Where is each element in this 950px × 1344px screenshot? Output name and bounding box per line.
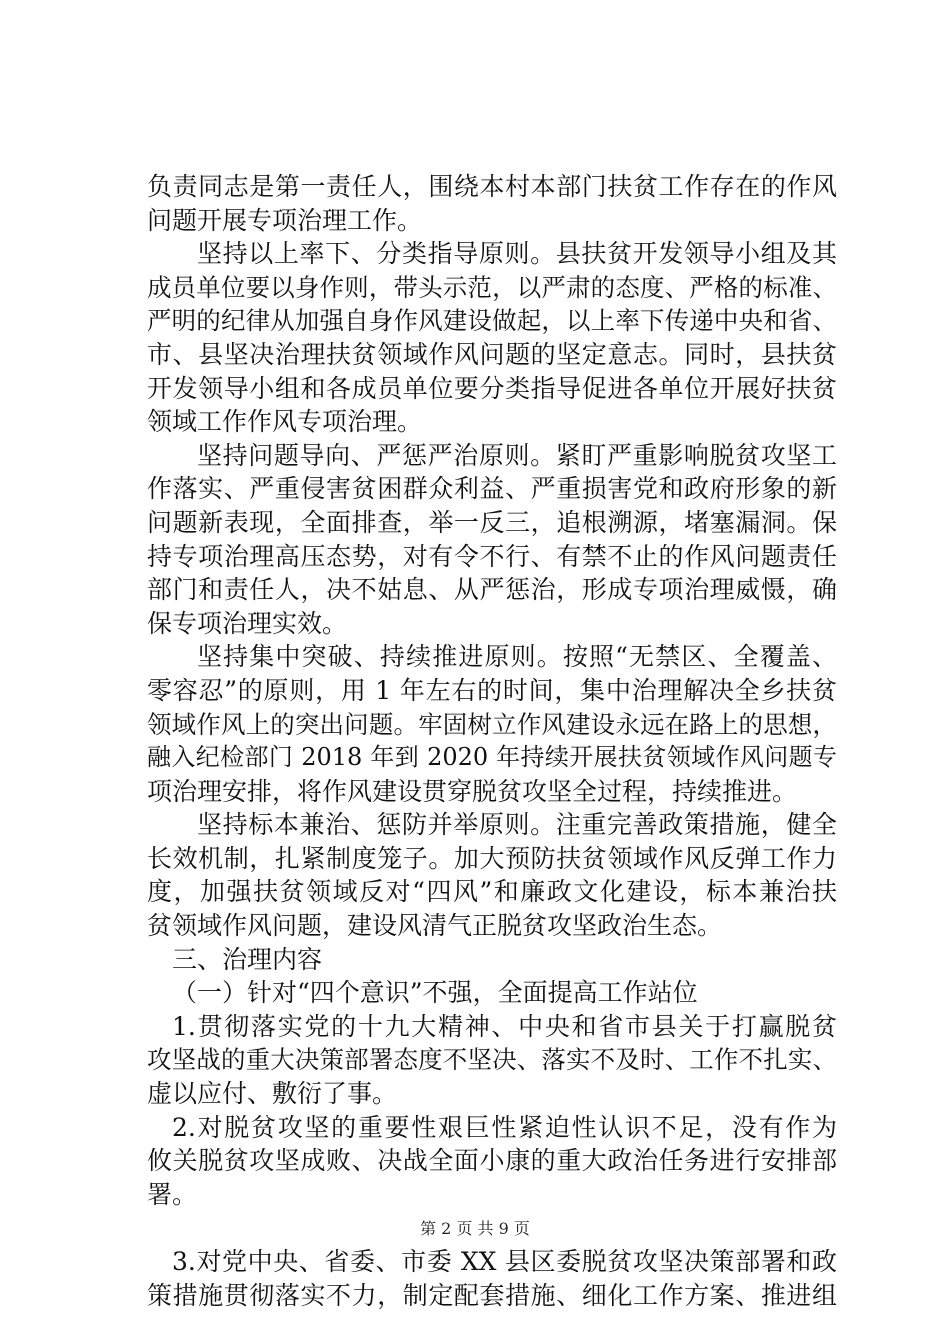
text-line: 1.贯彻落实党的十九大精神、中央和省市县关于打赢脱贫 — [172, 1011, 837, 1041]
text-line: 项治理安排，将作风建设贯穿脱贫攻坚全过程，持续推进。 — [147, 776, 798, 806]
text-line: 部门和责任人，决不姑息、从严惩治，形成专项治理威慑，确 — [147, 575, 837, 605]
text-line: （一）针对“四个意识”不强，全面提高工作站位 — [172, 978, 698, 1008]
text-line: 开发领导小组和各成员单位要分类指导促进各单位开展好扶贫 — [147, 373, 837, 403]
text-line: 作落实、严重侵害贫困群众利益、严重损害党和政府形象的新 — [147, 474, 837, 504]
text-line: 攻坚战的重大决策部署态度不坚决、落实不及时、工作不扎实、 — [147, 1045, 837, 1075]
text-line: 问题新表现，全面排查，举一反三，追根溯源，堵塞漏洞。保 — [147, 507, 837, 537]
text-line: 严明的纪律从加强自身作风建设做起，以上率下传递中央和省、 — [147, 306, 837, 336]
text-line: 领域工作作风专项治理。 — [147, 407, 423, 437]
text-line: 保专项治理实效。 — [147, 608, 348, 638]
text-line: 领域作风上的突出问题。牢固树立作风建设永远在路上的思想， — [147, 709, 837, 739]
text-line: 负责同志是第一责任人，围绕本村本部门扶贫工作存在的作风 — [147, 172, 837, 201]
text-line: 度，加强扶贫领域反对“四风”和廉政文化建设，标本兼治扶 — [147, 877, 837, 907]
page-footer: 第 2 页 共 9 页 — [420, 1219, 530, 1238]
text-line: 市、县坚决治理扶贫领域作风问题的坚定意志。同时，县扶贫 — [147, 339, 837, 369]
text-line: 策措施贯彻落实不力，制定配套措施、细化工作方案、推进组 — [147, 1280, 837, 1310]
text-line: 署。 — [147, 1179, 198, 1209]
text-line: 2.对脱贫攻坚的重要性艰巨性紧迫性认识不足，没有作为 — [172, 1112, 837, 1142]
text-line: 零容忍”的原则，用 1 年左右的时间，集中治理解决全乡扶贫 — [147, 675, 837, 705]
text-line: 坚持标本兼治、惩防并举原则。注重完善政策措施，健全 — [197, 810, 837, 840]
text-line: 虚以应付、敷衍了事。 — [147, 1079, 398, 1109]
text-line: 坚持问题导向、严惩严治原则。紧盯严重影响脱贫攻坚工 — [197, 440, 837, 470]
text-line: 贫领域作风问题，建设风清气正脱贫攻坚政治生态。 — [147, 911, 723, 941]
text-line: 持专项治理高压态势，对有令不行、有禁不止的作风问题责任 — [147, 541, 837, 571]
text-line: 三、治理内容 — [172, 944, 323, 974]
text-line: 坚持以上率下、分类指导原则。县扶贫开发领导小组及其 — [197, 239, 837, 269]
text-line: 融入纪检部门 2018 年到 2020 年持续开展扶贫领域作风问题专 — [147, 743, 837, 772]
document-body — [147, 170, 837, 1312]
text-line: 攸关脱贫攻坚成败、决战全面小康的重大政治任务进行安排部 — [147, 1146, 837, 1176]
text-line: 坚持集中突破、持续推进原则。按照“无禁区、全覆盖、 — [197, 642, 837, 672]
text-line: 3.对党中央、省委、市委 XX 县区委脱贫攻坚决策部署和政 — [172, 1247, 837, 1276]
text-line: 成员单位要以身作则，带头示范，以严肃的态度、严格的标准、 — [147, 272, 837, 302]
text-line: 长效机制，扎紧制度笼子。加大预防扶贫领域作风反弹工作力 — [147, 843, 837, 873]
text-line: 问题开展专项治理工作。 — [147, 205, 423, 235]
